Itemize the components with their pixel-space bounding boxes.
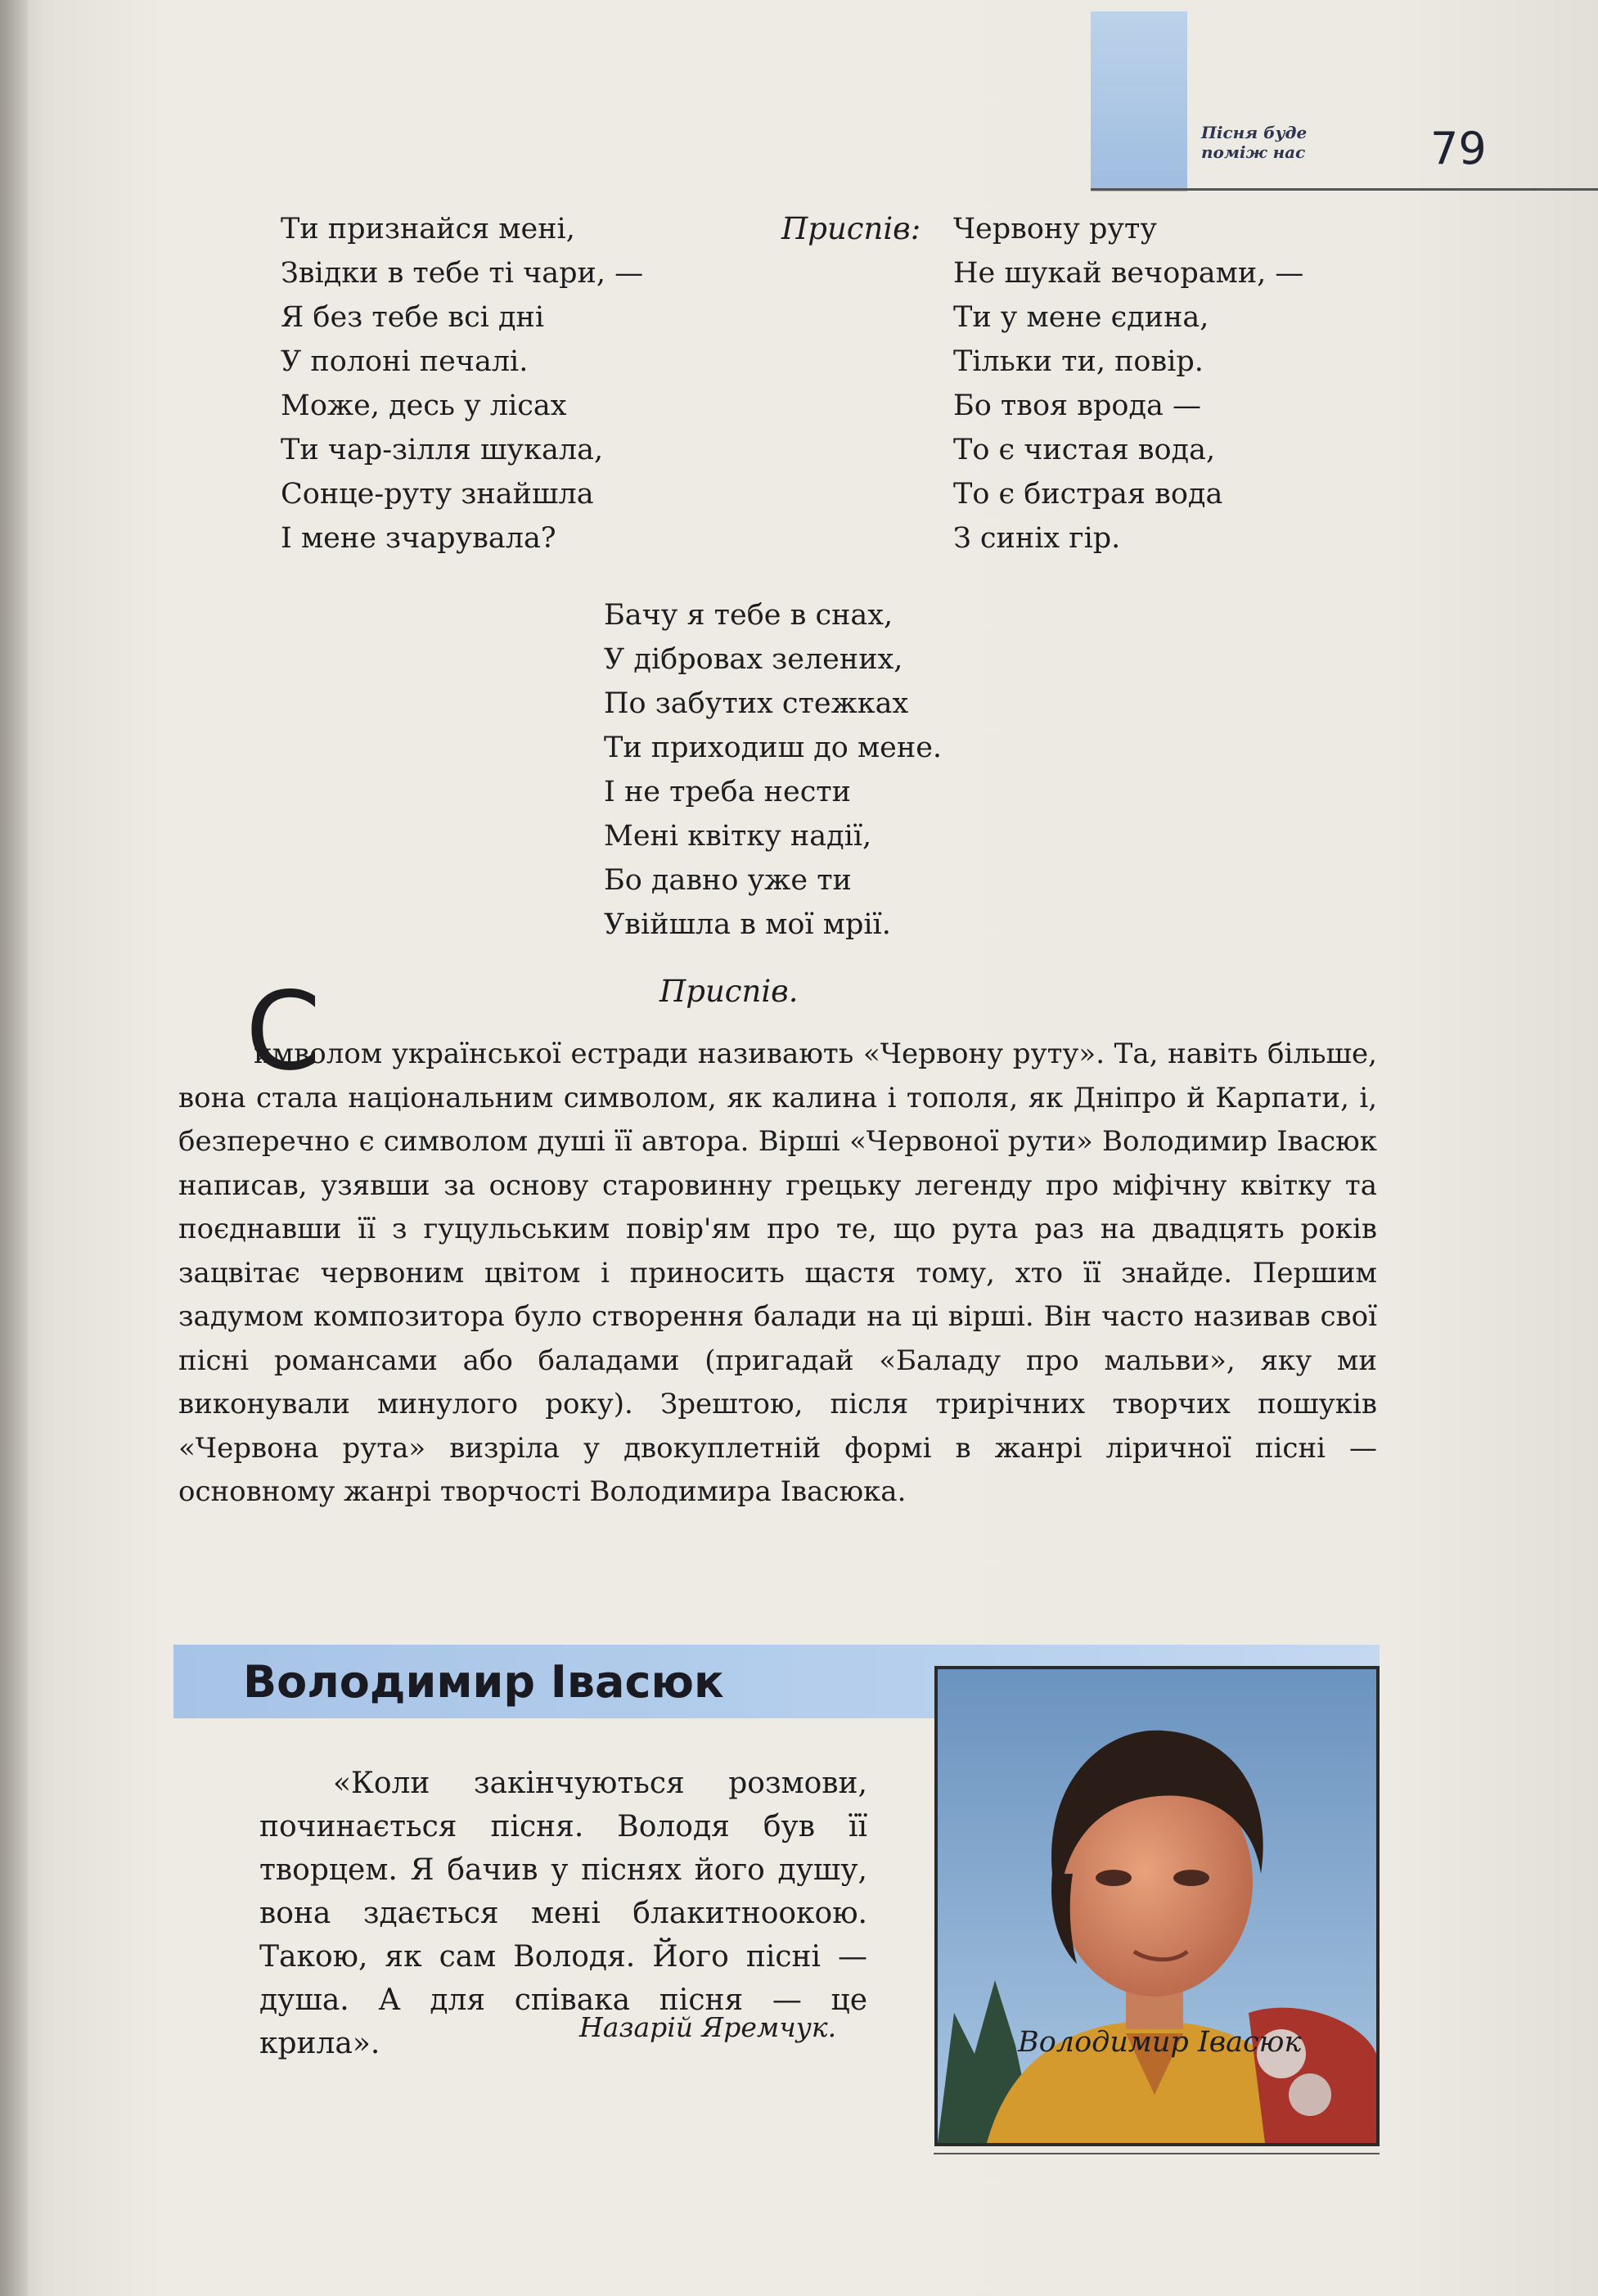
verse-line: І мене зчарувала? [281,522,556,555]
header-rule [1091,188,1598,191]
verse-line: Червону руту [953,213,1157,245]
verse-line: У дібровах зелених, [604,643,903,676]
page-number: 79 [1430,123,1487,174]
verse-right [953,207,1303,560]
refrain-label-1: Приспів: [781,211,921,246]
verse-line: Ти чар-зілля шукала, [281,434,604,466]
quote-text: «Коли закінчуються розмови, починається пісня. Володя був її творцем. Я бачив у піснях його душу, вона здається мені блакитноокою. Такою, як сам Володя. Його пісні — душа. А для співака пісня — це крила». [259,1767,867,2060]
verse-line: То є бистрая вода [953,478,1223,511]
verse-line: У полоні печалі. [281,345,529,378]
verse-line: Тільки ти, повір. [953,345,1204,378]
verse-line: То є чистая вода, [953,434,1216,466]
verse-line: Бо твоя врода — [953,389,1201,422]
bottom-rule [934,2153,1380,2154]
verse-line: І не треба нести [604,776,851,808]
header-accent-band [1091,11,1187,191]
drop-cap: С [245,969,322,1095]
verse-line: Я без тебе всі дні [281,301,545,334]
verse-line: Ти у мене єдина, [953,301,1209,334]
verse-line: Ти приходиш до мене. [604,732,943,764]
verse-line: Бачу я тебе в снах, [604,599,894,632]
verse-line: По забутих стежках [604,687,909,720]
photo-caption: Володимир Івасюк [1018,2026,1302,2059]
verse-line: З синіх гір. [953,522,1121,555]
book-spine-edge [0,0,28,2296]
section-title: Володимир Івасюк [243,1656,724,1708]
portrait-photo-icon [938,1669,1376,2143]
verse-left [281,207,643,560]
verse-middle [604,593,942,947]
running-title: Пісня буде поміж нас [1201,123,1308,162]
quote-author: Назарій Яремчук. [579,2011,837,2043]
body-paragraph-text: имволом української естради називають «Червону руту». Та, навіть більше, вона стала національним символом, як калина і тополя, як Дніпро й Карпати, і, безперечно є символом душі її автора. Вірші «Червоної рути» Володимир Івасюк написав, узявши за основу старовинну грецьку легенду про міфічну квітку та поєднавши її з гуцульським повір'ям про те, що рута раз на двадцять років зацвітає червоним цвітом і приносить щастя тому, хто її знайде. Першим задумом композитора було створення балади на ці вірші. Він часто називав свої пісні романсами або баладами (пригадай «Баладу про мальви», яку ми виконували минулого року). Зрештою, після трирічних творчих пошуків «Червона рута» визріла у двокуплетній формі в жанрі ліричної пісні — основному жанрі творчості Володимира Івасюка. [178,1038,1377,1508]
verse-line: Сонце-руту знайшла [281,478,594,511]
verse-line: Не шукай вечорами, — [953,257,1304,290]
verse-line: Ти признайся мені, [281,213,575,245]
verse-line: Бо давно уже ти [604,864,852,897]
body-paragraph [178,1033,1377,1515]
verse-line: Мені квітку надії, [604,820,872,853]
portrait-photo [934,1666,1380,2146]
verse-line: Увійшла в мої мрії. [604,908,891,941]
refrain-label-2: Приспів. [659,974,799,1009]
verse-line: Звідки в тебе ті чари, — [281,257,644,290]
verse-line: Може, десь у лісах [281,389,567,422]
